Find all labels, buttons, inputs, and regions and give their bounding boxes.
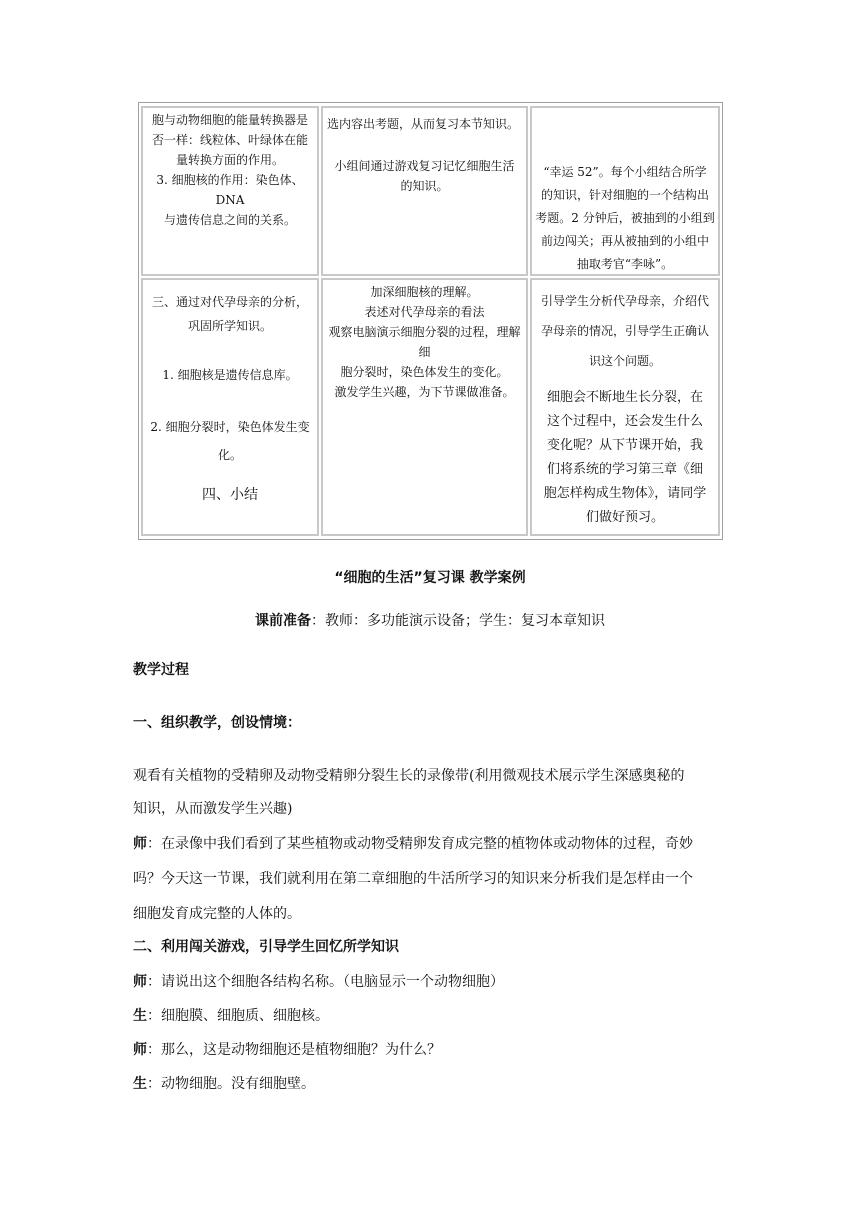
dialog-text: ：细胞膜、细胞质、细胞核。 — [147, 1008, 329, 1024]
text-line: 表述对代孕母亲的看法 — [364, 305, 485, 319]
text-line: 们做好预习。 — [585, 510, 664, 525]
text-line: 胞分裂时，染色体发生的变化。 — [340, 365, 509, 379]
dialog-line — [133, 1004, 733, 1028]
text-line: 2. 细胞分裂时，染色体发生变 — [150, 420, 310, 434]
text-line: 加深细胞核的理解。 — [370, 285, 479, 299]
text-line: 孕母亲的情况，引导学生正确认 — [540, 324, 709, 338]
text-line: 考题。2 分钟后，被抽到的小组到 — [535, 211, 715, 225]
prep-text: ：教师：多功能演示设备；学生：复习本章知识 — [311, 613, 605, 629]
speaker-label: 师 — [133, 1042, 147, 1058]
text-line: 小组间通过游戏复习记忆细胞生活 — [334, 159, 515, 173]
text-line: “幸运 52”。每个小组结合所学 — [543, 165, 707, 179]
dialog-line — [133, 1038, 733, 1062]
page-title: “细胞的生活”复习课 教学案例 — [334, 570, 526, 586]
text-line: 选内容出考题，从而复习本节知识。 — [327, 117, 520, 131]
dialog-text: ：那么，这是动物细胞还是植物细胞？为什么？ — [147, 1042, 441, 1058]
text-line: 这个过程中，还会发生什么 — [546, 414, 703, 429]
text-line: 抽取考官“李咏”。 — [576, 257, 674, 271]
dialog-text: ：请说出这个细胞各结构名称。（电脑显示一个动物细胞） — [147, 974, 504, 990]
text-line: 胞怎样构成生物体》，请同学 — [543, 486, 707, 501]
paragraph-line: 观看有关植物的受精卵及动物受精卵分裂生长的录像带(利用微观技术展示学生深感奥秘的 — [133, 768, 685, 784]
text-line: 胞与动物细胞的能量转换器是 — [151, 113, 308, 127]
r1-c2 — [321, 106, 528, 276]
prep-line — [0, 610, 860, 630]
text-line: 与遗传信息之间的关系。 — [163, 213, 296, 227]
paragraph-line: 细胞发育成完整的人体的。 — [133, 906, 301, 922]
dialog-text: ：动物细胞。没有细胞壁。 — [147, 1076, 315, 1092]
r2-c1 — [141, 278, 319, 536]
text-line: 1. 细胞核是遗传信息库。 — [162, 368, 298, 382]
text-line: 的知识。 — [400, 179, 449, 193]
speaker-label: 生 — [133, 1076, 147, 1092]
speaker-label: 师 — [133, 836, 147, 852]
text-line: 三、通过对代孕母亲的分析， — [151, 295, 308, 309]
paragraph-text: ：在录像中我们看到了某些植物或动物受精卵发育成完整的植物体或动物体的过程，奇妙 — [147, 836, 693, 852]
text-line: 们将系统的学习第三章《细 — [546, 462, 703, 477]
text-line: 3. 细胞核的作用：染色体、DNA — [156, 173, 304, 207]
dialog-line — [133, 1072, 733, 1096]
paragraph-line: 吗？今天这一节课，我们就利用在第二章细胞的牛活所学习的知识来分析我们是怎样由一个 — [133, 871, 693, 887]
section-heading-2: 二、利用闯关游戏，引导学生回忆所学知识 — [133, 939, 399, 955]
prep-label: 课前准备 — [255, 613, 311, 629]
text-line: 识这个问题。 — [588, 354, 661, 368]
text-line: 变化呢？从下节课开始，我 — [546, 438, 703, 453]
text-line: 前边闯关；再从被抽到的小组中 — [540, 234, 709, 248]
text-line: 激发学生兴趣，为下节课做准备。 — [334, 385, 515, 399]
summary-heading: 四、小结 — [202, 487, 258, 503]
teacher-line — [133, 832, 733, 856]
lesson-table — [138, 102, 723, 540]
paragraph-line: 知识，从而激发学生兴趣) — [133, 801, 293, 817]
r2-c3 — [530, 278, 720, 536]
section-heading-1: 一、组织教学，创设情境： — [133, 715, 301, 731]
process-heading: 教学过程 — [133, 662, 189, 678]
dialog-line — [133, 970, 733, 994]
speaker-label: 生 — [133, 1008, 147, 1024]
r1-c1 — [141, 106, 319, 276]
text-line: 细胞会不断地生长分裂，在 — [546, 390, 703, 405]
speaker-label: 师 — [133, 974, 147, 990]
text-line: 量转换方面的作用。 — [175, 153, 284, 167]
r1-c3 — [530, 106, 720, 276]
text-line: 观察电脑演示细胞分裂的过程，理解 — [328, 325, 521, 339]
text-line: 细 — [418, 345, 431, 359]
r2-c2 — [321, 278, 528, 536]
text-line: 的知识，针对细胞的一个结构出 — [540, 188, 709, 202]
text-line: 引导学生分析代孕母亲，介绍代 — [540, 294, 709, 308]
text-line: 巩固所学知识。 — [187, 319, 272, 333]
text-line: 化。 — [217, 448, 242, 462]
text-line: 否一样：线粒体、叶绿体在能 — [151, 133, 308, 147]
